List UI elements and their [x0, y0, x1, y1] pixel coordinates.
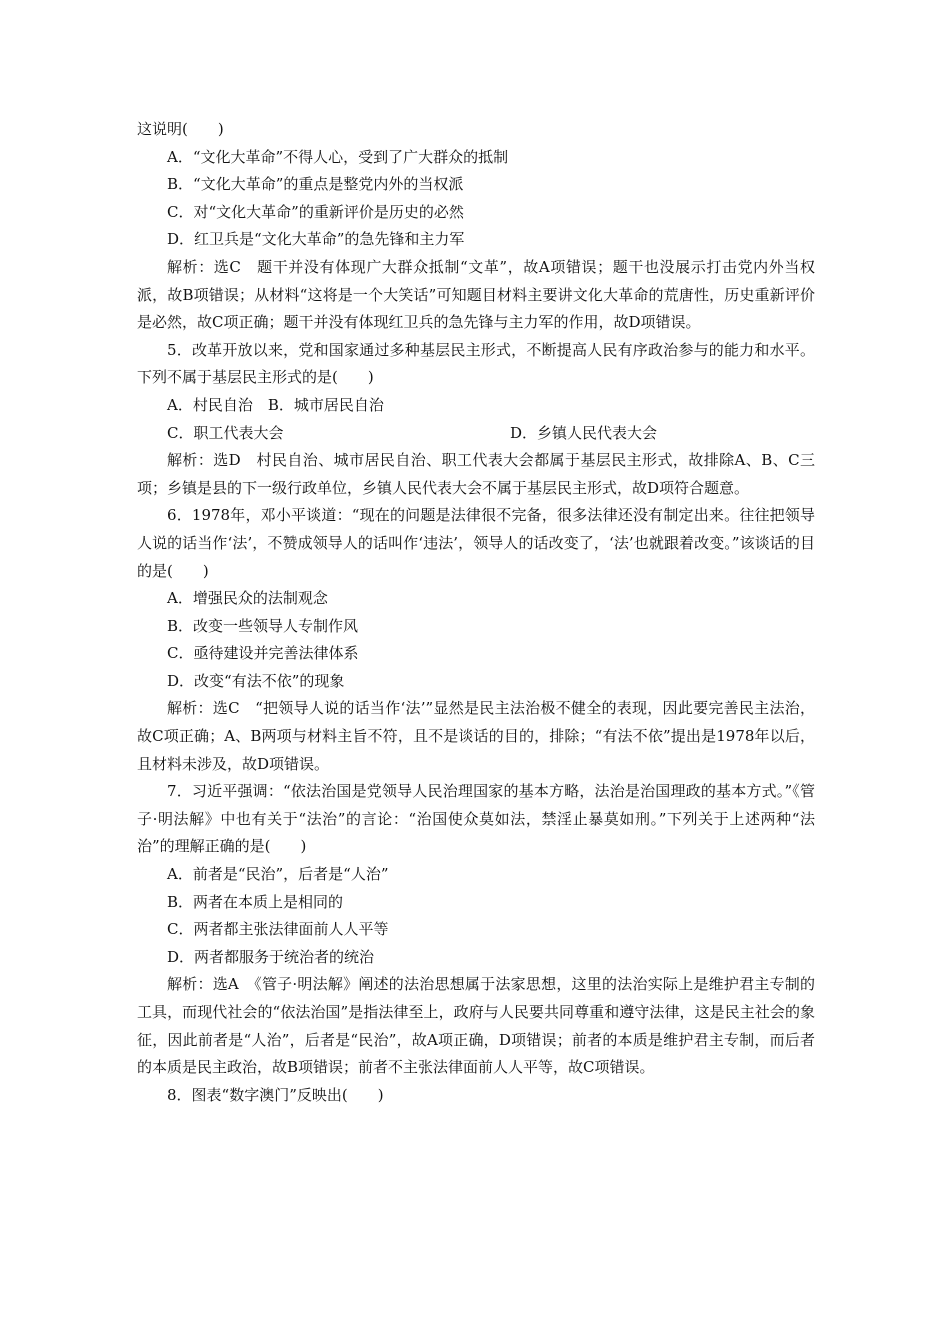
question-6-stem: 6．1978年，邓小平谈道：“现在的问题是法律很不完备，很多法律还没有制定出来。往往把领导人说的话当作‘法’，不赞成领导人的话叫作‘违法’，领导人的话改变了，‘法’也就跟着改变。”该谈话的目的是( ) [137, 506, 815, 580]
q7-option-d: D．两者都服务于统治者的统治 [167, 947, 375, 966]
question-4-stem-end: 这说明( ) [137, 120, 224, 138]
q4-option-a: A．“文化大革命”不得人心，受到了广大群众的抵制 [167, 147, 509, 166]
q5-option-d: D．乡镇人民代表大会 [510, 423, 658, 442]
q7-option-a: A．前者是“民治”，后者是“人治” [167, 865, 389, 884]
q5-options-ab: A．村民自治 B．城市居民自治 [167, 395, 384, 414]
question-5-stem: 5．改革开放以来，党和国家通过多种基层民主形式，不断提高人民有序政治参与的能力和水平。下列不属于基层民主形式的是( ) [137, 340, 815, 387]
q5-options-cd [137, 420, 815, 448]
q6-option-c: C．亟待建设并完善法律体系 [167, 644, 359, 663]
q7-option-b: B．两者在本质上是相同的 [167, 892, 344, 911]
question-8-stem: 8．图表“数字澳门”反映出( ) [167, 1085, 384, 1104]
q5-explanation: 解析：选D 村民自治、城市居民自治、职工代表大会都属于基层民主形式，故排除A、B、C三项；乡镇是县的下一级行政单位，乡镇人民代表大会不属于基层民主形式，故D项符合题意。 [137, 451, 815, 497]
q6-option-a: A．增强民众的法制观念 [167, 589, 328, 608]
q4-option-c: C．对“文化大革命”的重新评价是历史的必然 [167, 202, 464, 221]
q6-option-b: B．改变一些领导人专制作风 [167, 616, 359, 635]
q7-option-c: C．两者都主张法律面前人人平等 [167, 920, 389, 939]
q5-option-c: C．职工代表大会 [167, 423, 284, 442]
question-7-stem: 7．习近平强调：“依法治国是党领导人民治理国家的基本方略，法治是治国理政的基本方式。”《管子·明法解》中也有关于“法治”的言论：“治国使众莫如法，禁淫止暴莫如刑。”下列关于上述两种“法治”的理解正确的是( ) [137, 782, 815, 856]
q4-explanation: 解析：选C 题干并没有体现广大群众抵制“文革”，故A项错误；题干也没展示打击党内外当权派，故B项错误；从材料“这将是一个大笑话”可知题目材料主要讲文化大革命的荒唐性，历史重新评价是必然，故C项正确；题干并没有体现红卫兵的急先锋与主力军的作用，故D项错误。 [137, 257, 815, 332]
q6-explanation: 解析：选C “把领导人说的话当作‘法’”显然是民主法治极不健全的表现，因此要完善民主法治，故C项正确；A、B两项与材料主旨不符，且不是谈话的目的，排除；“有法不依”提出是1978年以后，且材料未涉及，故D项错误。 [137, 699, 815, 773]
q6-option-d: D．改变“有法不依”的现象 [167, 671, 345, 690]
q4-option-d: D．红卫兵是“文化大革命”的急先锋和主力军 [167, 230, 465, 249]
q7-explanation: 解析：选A 《管子·明法解》阐述的法治思想属于法家思想，这里的法治实际上是维护君主专制的工具，而现代社会的“依法治国”是指法律至上，政府与人民要共同尊重和遵守法律，这是民主社会的象征，因此前者是“人治”，后者是“民治”，故A项正确，D项错误；前者的本质是维护君主专制，而后者的本质是民主政治，故B项错误；前者不主张法律面前人人平等，故C项错误。 [137, 975, 815, 1077]
document-page [137, 116, 815, 1109]
q4-option-b: B．“文化大革命”的重点是整党内外的当权派 [167, 175, 464, 194]
